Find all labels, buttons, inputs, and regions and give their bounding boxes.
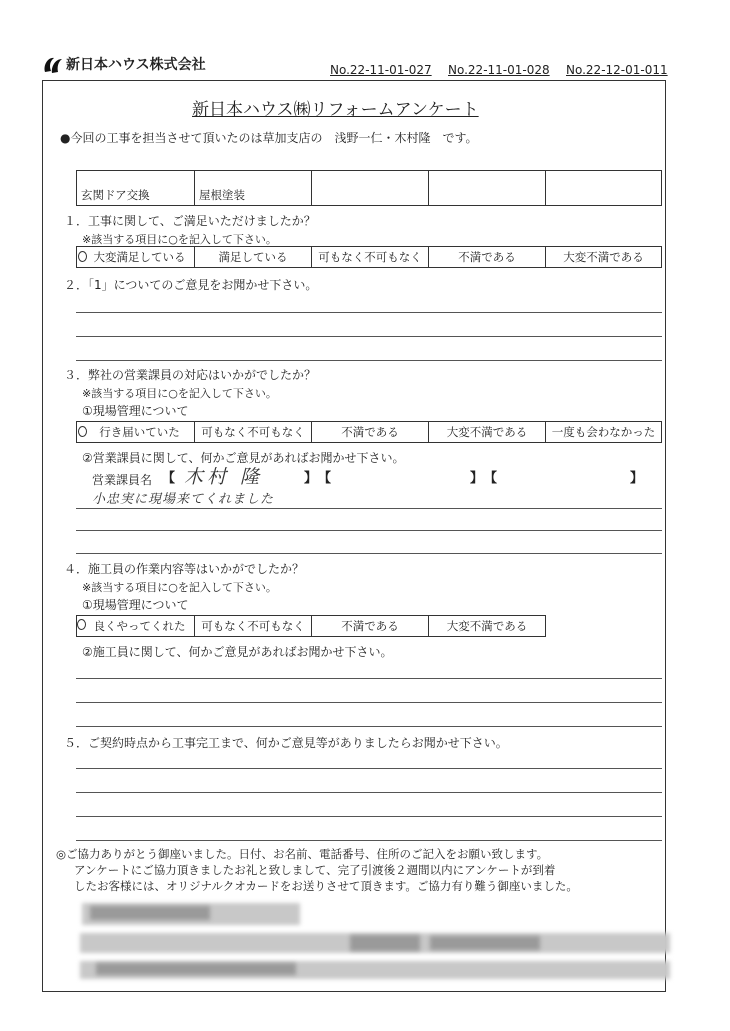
q4-options xyxy=(76,615,546,637)
answer-line xyxy=(76,360,662,361)
bracket-open: 【 xyxy=(318,471,332,486)
q3-option[interactable]: 不満である xyxy=(312,422,429,442)
q1-selected-circle-icon xyxy=(78,251,87,262)
bracket-open: 【 xyxy=(162,471,176,486)
q2-question: ２．「1」についてのご意見をお聞かせ下さい。 xyxy=(64,278,318,292)
footer-line-3: したお客様には、オリジナルクオカードをお送りさせて頂きます。ご協力有り難う御座いました。 xyxy=(74,879,578,893)
q1-option[interactable]: 不満である xyxy=(429,247,546,267)
answer-line xyxy=(76,530,662,531)
q1-options xyxy=(76,246,662,268)
answer-line xyxy=(76,792,662,793)
staff-name-handwritten: 木村 隆 xyxy=(184,466,264,488)
staff-label: 営業課員名 xyxy=(92,473,153,487)
redacted-customer-info xyxy=(96,963,296,975)
q4-sub2: ②施工員に関して、何かご意見があればお聞かせ下さい。 xyxy=(82,645,393,659)
answer-line xyxy=(76,768,662,769)
footer-line-2: アンケートにご協力頂きましたお礼と致しまして、完了引渡後２週間以内にアンケートが到着 xyxy=(74,863,556,877)
comment-handwritten: 小忠実に現場来てくれました xyxy=(92,492,275,507)
q4-option[interactable]: 良くやってくれた xyxy=(77,616,195,636)
survey-title: 新日本ハウス㈱リフォームアンケート xyxy=(192,100,479,120)
logo-icon xyxy=(42,55,64,75)
q3-note: ※該当する項目に○を記入して下さい。 xyxy=(82,387,277,400)
bracket-close: 】 xyxy=(470,471,484,486)
work-item xyxy=(429,171,546,205)
answer-line xyxy=(76,726,662,727)
q1-option[interactable]: 可もなく不可もなく xyxy=(312,247,429,267)
bracket-close: 】 xyxy=(630,471,644,486)
answer-line xyxy=(76,553,662,554)
q3-option[interactable]: 一度も会わなかった xyxy=(551,425,656,439)
q4-note: ※該当する項目に○を記入して下さい。 xyxy=(82,581,277,594)
bracket-open: 【 xyxy=(484,471,498,486)
footer-line-1: ◎ご協力ありがとう御座いました。日付、お名前、電話番号、住所のご記入をお願い致します。 xyxy=(56,847,549,861)
q3-option[interactable]: 可もなく不可もなく xyxy=(195,422,312,442)
q4-option[interactable]: 大変不満である xyxy=(446,619,528,633)
intro-text: ●今回の工事を担当させて頂いたのは草加支店の 浅野一仁・木村隆 です。 xyxy=(60,131,478,145)
company-logo xyxy=(42,55,64,75)
q1-option[interactable]: 満足している xyxy=(195,247,312,267)
doc-number-3: No.22-12-01-011 xyxy=(566,63,668,77)
doc-number-1: No.22-11-01-027 xyxy=(330,63,432,77)
q5-question: ５．ご契約時点から工事完工まで、何かご意見等がありましたらお聞かせ下さい。 xyxy=(64,736,508,750)
answer-line xyxy=(76,840,662,841)
q3-sub2: ②営業課員に関して、何かご意見があればお聞かせ下さい。 xyxy=(82,451,405,465)
work-item xyxy=(312,171,429,205)
q3-option[interactable]: 大変不満である xyxy=(429,422,546,442)
work-items-table xyxy=(76,170,662,206)
q1-question: １．工事に関して、ご満足いただけましたか？ xyxy=(64,214,316,228)
q4-question: ４．施工員の作業内容等はいかがでしたか？ xyxy=(64,562,305,576)
doc-number-2: No.22-11-01-028 xyxy=(448,63,550,77)
answer-line xyxy=(76,312,662,313)
q3-question: ３．弊社の営業課員の対応はいかがでしたか？ xyxy=(64,368,317,382)
work-item xyxy=(546,171,661,205)
q4-selected-circle-icon xyxy=(77,619,86,630)
q4-option[interactable]: 不満である xyxy=(312,616,429,636)
redacted-customer-info xyxy=(350,935,420,951)
bracket-close: 】 xyxy=(304,471,318,486)
q4-sub1: ①現場管理について xyxy=(82,598,189,612)
answer-line xyxy=(76,336,662,337)
answer-line xyxy=(76,702,662,703)
company-name: 新日本ハウス株式会社 xyxy=(66,57,206,73)
q4-option[interactable]: 可もなく不可もなく xyxy=(195,616,312,636)
redacted-customer-info xyxy=(90,906,210,920)
q1-note: ※該当する項目に○を記入して下さい。 xyxy=(82,233,277,246)
q3-option[interactable]: 行き届いていた xyxy=(77,422,195,442)
q3-options xyxy=(76,421,662,443)
q1-option[interactable]: 大変不満である xyxy=(563,250,644,264)
q3-sub1: ①現場管理について xyxy=(82,404,189,418)
work-item: 玄関ドア交換 xyxy=(77,171,195,205)
q1-option[interactable]: 大変満足している xyxy=(77,247,195,267)
work-item: 屋根塗装 xyxy=(195,171,312,205)
redacted-customer-info xyxy=(430,936,540,950)
answer-line xyxy=(76,678,662,679)
answer-line xyxy=(76,816,662,817)
q3-selected-circle-icon xyxy=(78,426,87,437)
answer-line xyxy=(76,508,662,509)
